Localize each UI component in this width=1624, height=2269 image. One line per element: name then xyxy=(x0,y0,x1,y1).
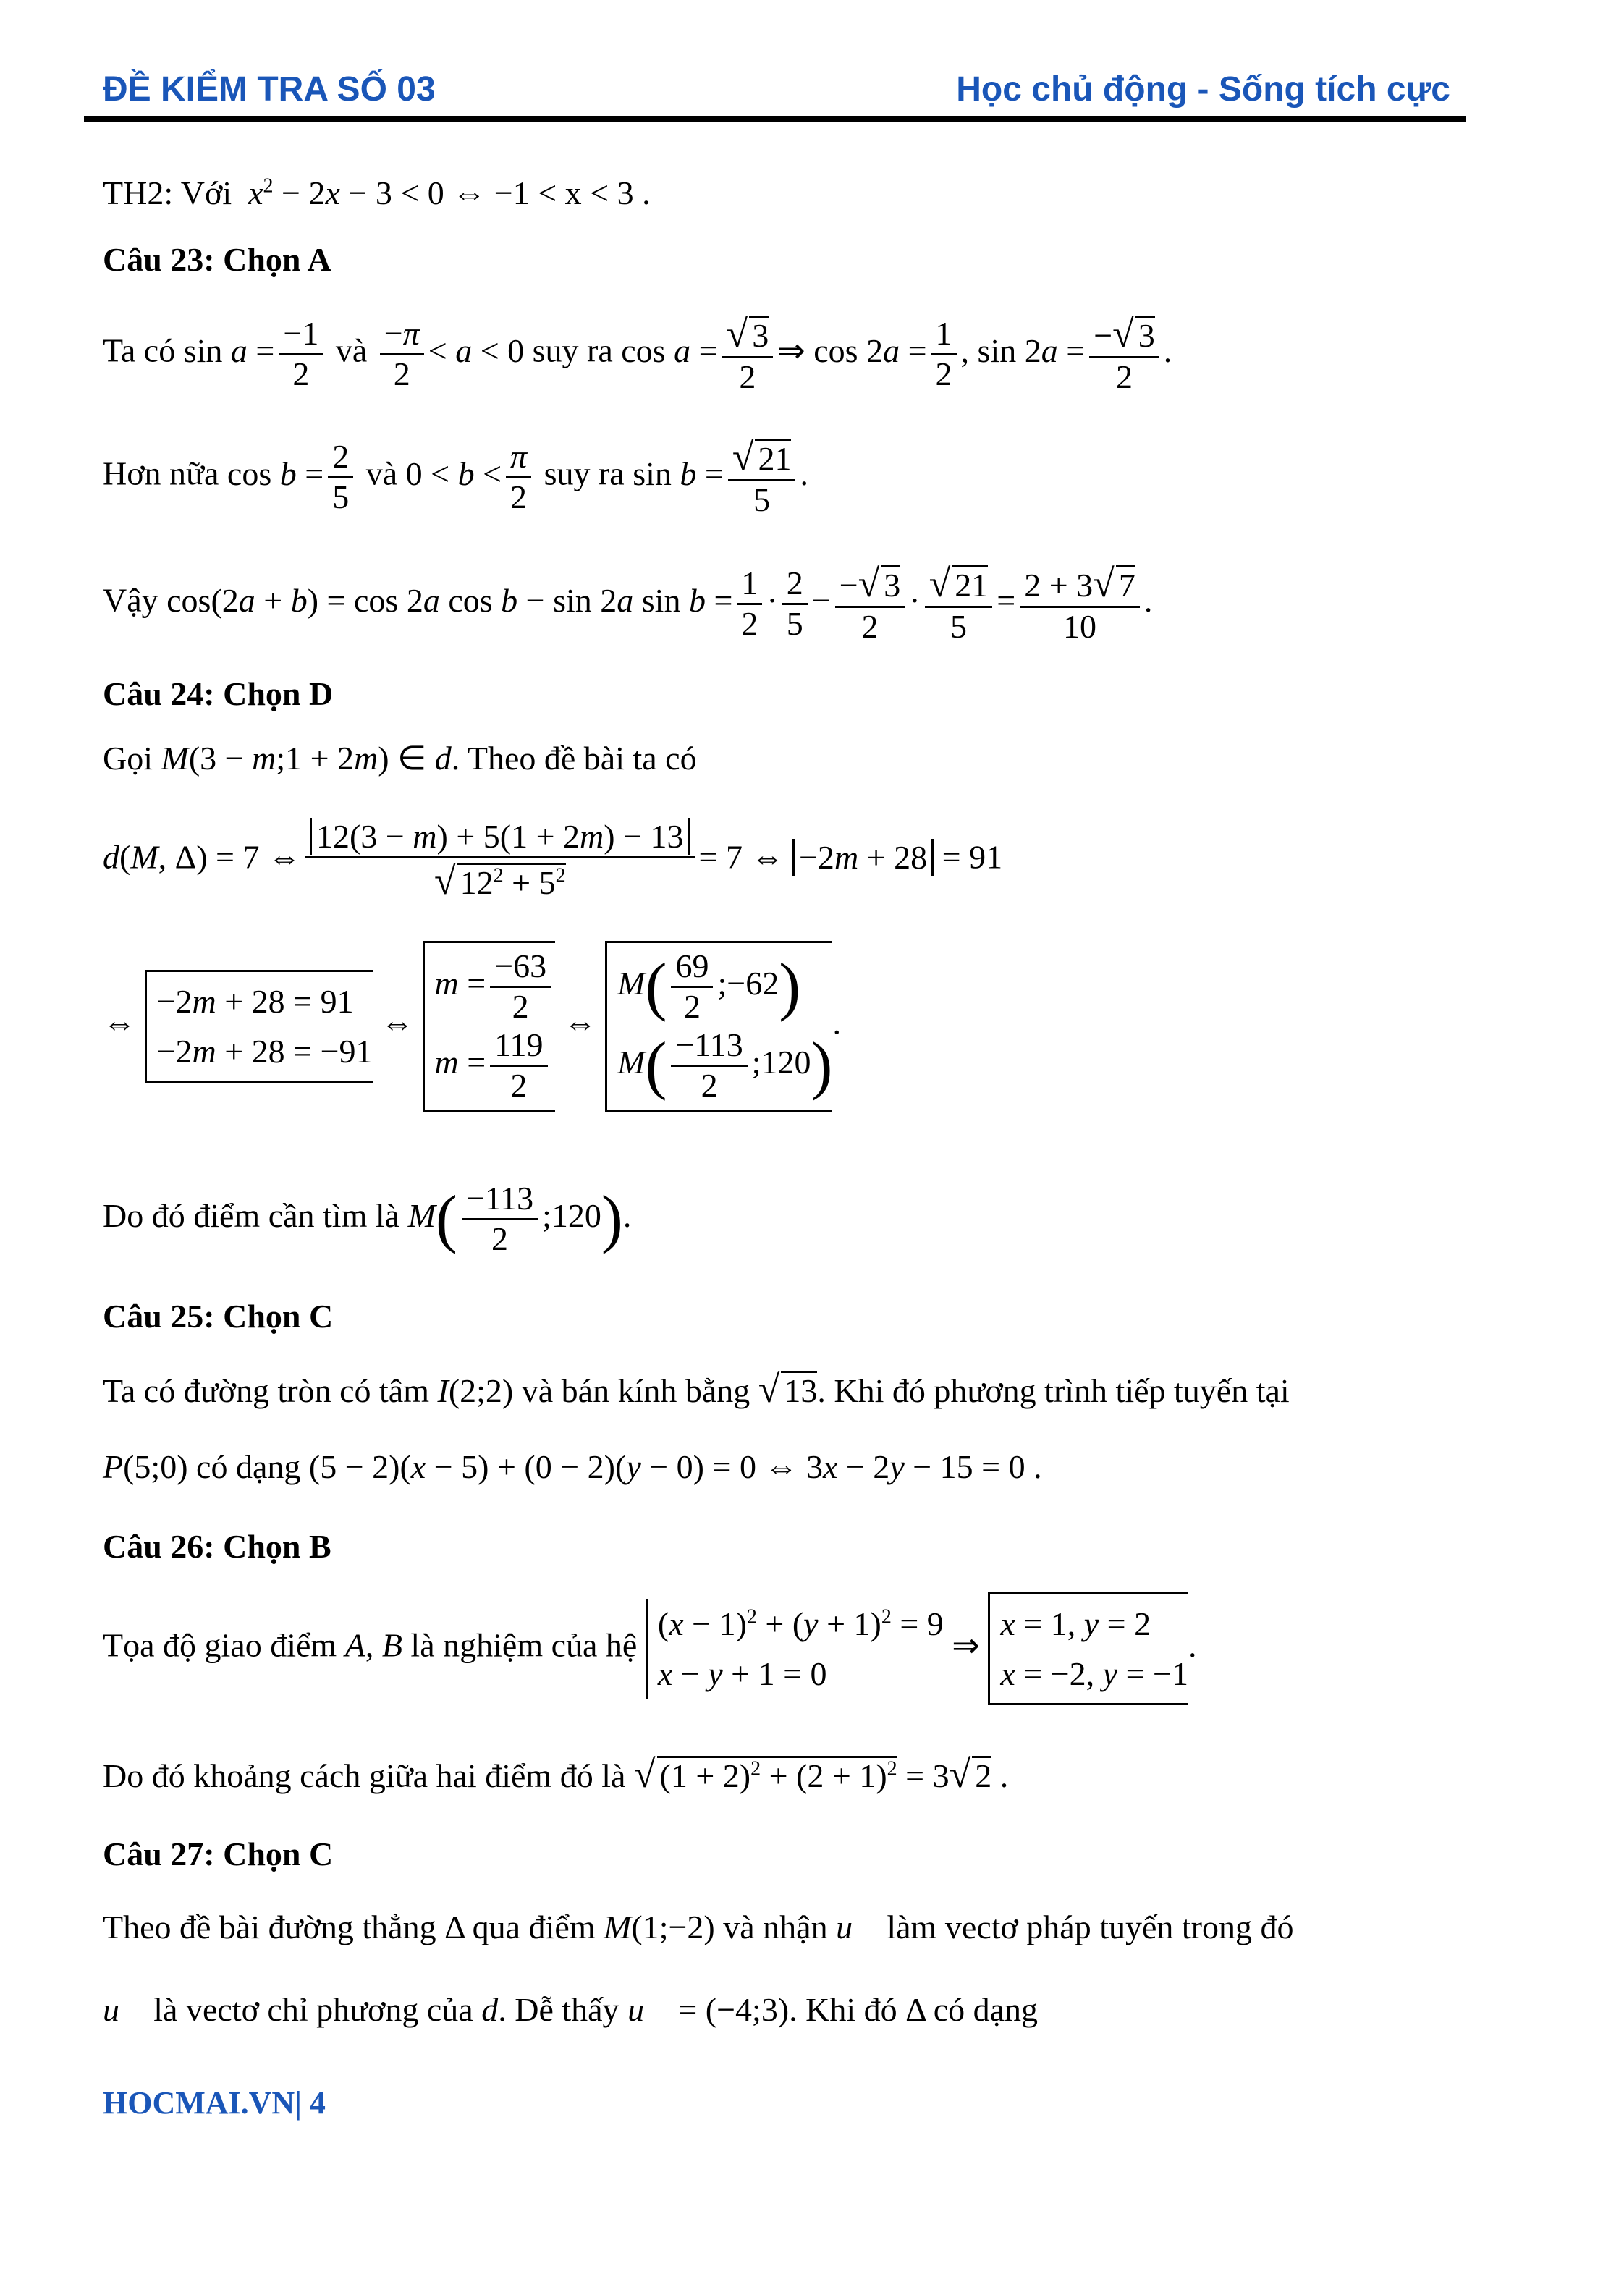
q26-line2: Do đó khoảng cách giữa hai điểm đó là √ $(1 + 2)^2 + (2 + 1)^2 = 3√$ 2 . xyxy=(103,1752,1009,1796)
q24-cases: ⇔ −2m + 28 = 91 −2m + 28 = −91 ⇔ m = $\frac{-63}{2}$ m = $\frac{119}{2}$ ⇔ M( $\frac{69}{2}$ ;−62) M( $\frac{-113}{2}$ ;120) . xyxy=(103,941,841,1112)
q24-line1: Gọi M(3 − m;1 + 2m) ∈ d. Theo đề bài ta có xyxy=(103,740,697,777)
q25-line1: Ta có đường tròn có tâm I(2;2) và bán kính bằng √ 13. Khi đó phương trình tiếp tuyến tại xyxy=(103,1367,1290,1411)
q25-title: Câu 25: Chọn C xyxy=(103,1298,334,1335)
th2-label: TH2: Với xyxy=(103,174,232,211)
q24-title: Câu 24: Chọn D xyxy=(103,675,334,712)
q27-line1: Theo đề bài đường thẳng Δ qua điểm M(1;−2) và nhận u⃗ làm vectơ pháp tuyến trong đó xyxy=(103,1909,1294,1945)
q23-title: Câu 23: Chọn A xyxy=(103,241,331,278)
q23-line1: Ta có sin a = $\frac{-1}{2}$ và $\frac{-\pi}{2}$ < a < 0 suy ra cos a = $\frac{√ 3}{2}$ ⇒ cos 2a = $\frac{1}{2}$ , sin 2a = $\frac{-√ 3}{2}$ . xyxy=(103,312,1172,396)
th2-math: $x^2 - 2x - 3 < 0$ ⇔ −1 < x < 3 . xyxy=(248,174,651,211)
q23-line2: Hơn nữa cos b = $\frac{2}{5}$ và 0 < b < $\frac{\pi}{2}$ suy ra sin b = $\frac{√ 21}{5}$ . xyxy=(103,435,808,519)
q24-conclusion: Do đó điểm cần tìm là M( $\frac{-113}{2}$ ;120). xyxy=(103,1180,632,1257)
header-slogan: Học chủ động - Sống tích cực xyxy=(956,70,1450,109)
q27-title: Câu 27: Chọn C xyxy=(103,1835,334,1872)
header-divider xyxy=(84,116,1466,122)
footer-page-label: HOCMAI.VN| 4 xyxy=(103,2085,326,2121)
q26-title: Câu 26: Chọn B xyxy=(103,1528,331,1565)
q24-distance-eq: d(M, Δ) = 7 ⇔ $\frac{12(3 - m) + 5(1 + 2m) - 13}{√ 12^2 + 5^2}$ = 7 ⇔ −2m + 28 = 91 xyxy=(103,818,1003,903)
q23-line3: Vậy cos(2a + b) = cos 2a cos b − sin 2a sin b = $\frac{1}{2}$ · $\frac{2}{5}$ − $\frac{-√ 3}{2}$ · $\frac{√ 21}{5}$ = $\frac{2 + 3√ 7}{10}$ . xyxy=(103,562,1153,646)
header-title: ĐỀ KIỂM TRA SỐ 03 xyxy=(103,70,436,109)
q27-line2: u⃗ là vectơ chỉ phương của d. Dễ thấy u⃗ = (−4;3). Khi đó Δ có dạng xyxy=(103,1991,1039,2028)
q26-line1: Tọa độ giao điểm A, B là nghiệm của hệ $(x - 1)^2 + (y + 1)^2 = 9$ x − y + 1 = 0 ⇒ x = 1, y = 2 x = −2, y = −1 . xyxy=(103,1592,1196,1705)
q25-line2: P(5;0) có dạng (5 − 2)(x − 5) + (0 − 2)(y − 0) = 0 ⇔ 3x − 2y − 15 = 0 . xyxy=(103,1448,1042,1485)
th2-line xyxy=(103,174,651,212)
